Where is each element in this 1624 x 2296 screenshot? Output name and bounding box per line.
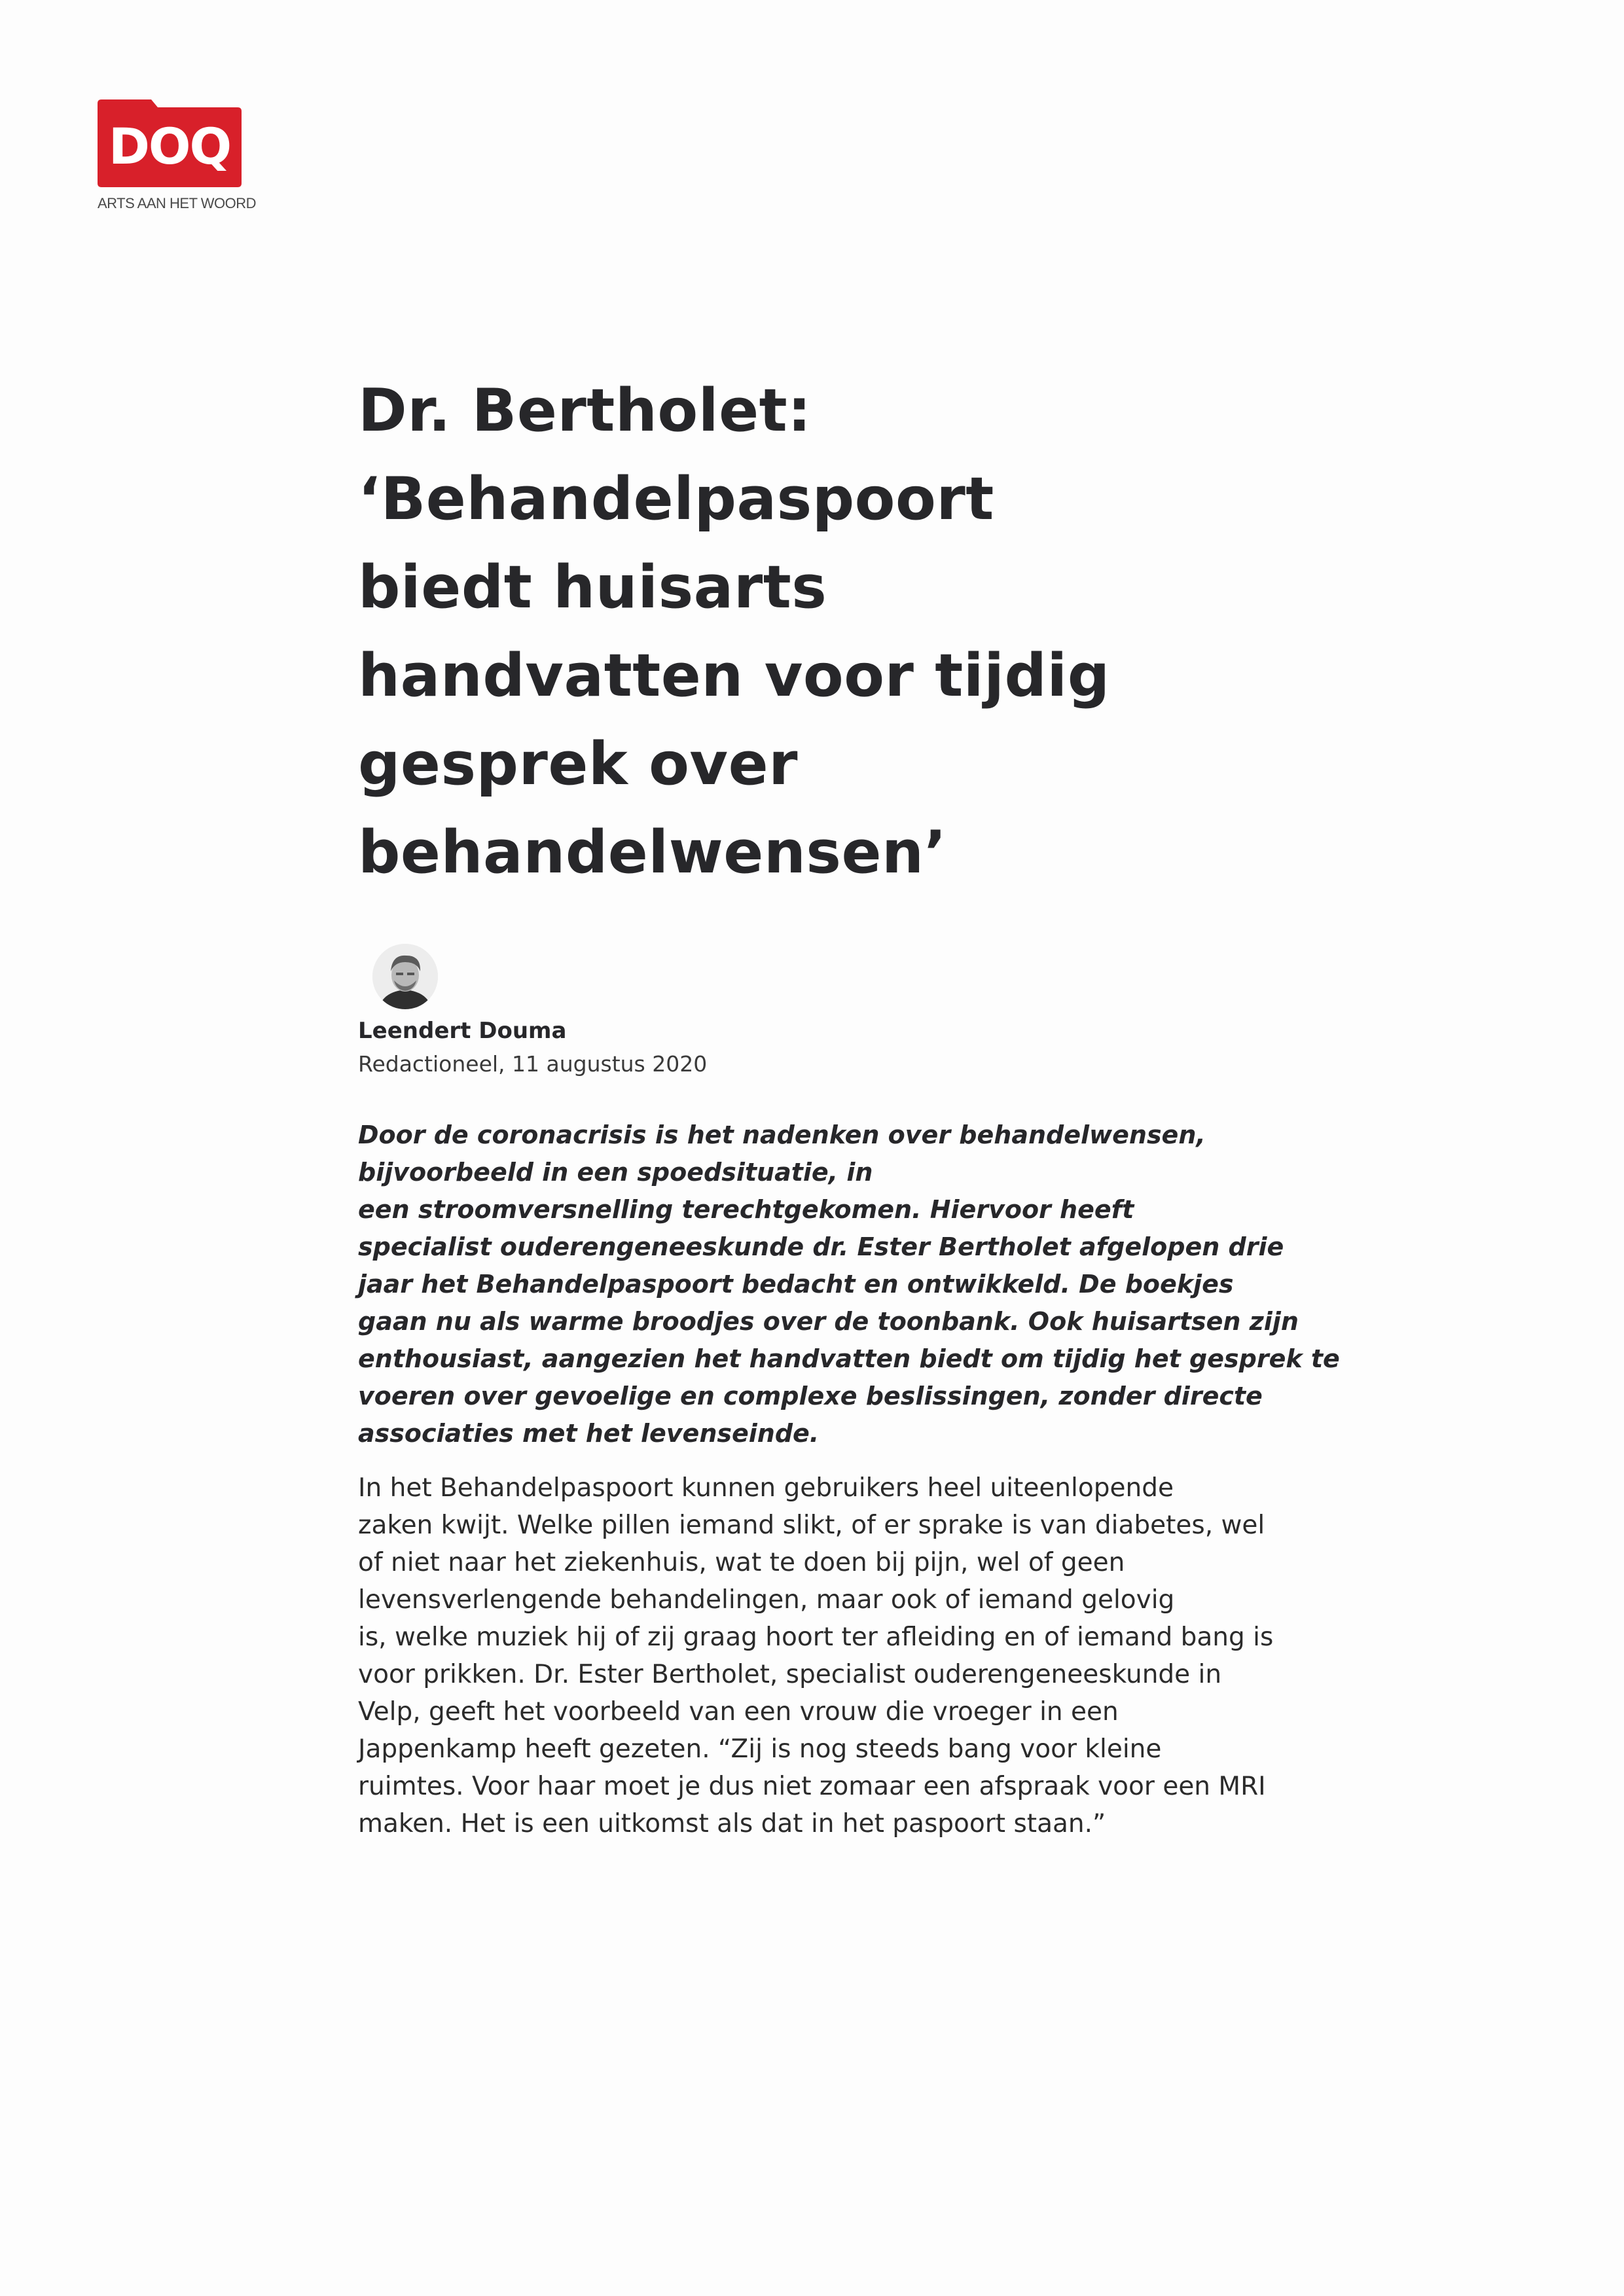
body-line: maken. Het is een uitkomst als dat in het paspoort staan.” xyxy=(358,1809,1106,1839)
body-line: Jappenkamp heeft gezeten. “Zij is nog steeds bang voor kleine xyxy=(358,1734,1162,1764)
body-line: In het Behandelpaspoort kunnen gebruikers heel uiteenlopende xyxy=(358,1473,1174,1503)
lead-line: voeren over gevoelige en complexe beslissingen, zonder directe xyxy=(358,1382,1263,1410)
body-line: ruimtes. Voor haar moet je dus niet zomaar een afspraak voor een MRI xyxy=(358,1772,1266,1801)
body-line: zaken kwijt. Welke pillen iemand slikt, of er sprake is van diabetes, wel xyxy=(358,1511,1265,1540)
doq-logo[interactable] xyxy=(98,99,257,212)
author-avatar xyxy=(372,944,438,1009)
author-block xyxy=(358,944,1274,1081)
article-title: Dr. Bertholet: ‘Behandelpaspoort biedt huisarts handvatten voor tijdig gesprek over behandelwensen’ xyxy=(358,376,1110,887)
person-photo-icon xyxy=(372,944,438,1009)
article-body xyxy=(358,1469,1274,1842)
body-line: is, welke muziek hij of zij graag hoort ter afleiding en of iemand bang is xyxy=(358,1623,1274,1652)
body-line: levensverlengende behandelingen, maar ook of iemand gelovig xyxy=(358,1585,1175,1615)
logo-wordmark: DOQ xyxy=(108,117,231,175)
lead-line: Door de coronacrisis is het nadenken over behandelwensen, xyxy=(358,1121,1206,1149)
lead-line: een stroomversnelling terechtgekomen. Hiervoor heeft xyxy=(358,1195,1134,1224)
lead-line: specialist ouderengeneeskunde dr. Ester Bertholet afgelopen drie xyxy=(358,1232,1284,1261)
lead-line: jaar het Behandelpaspoort bedacht en ontwikkeld. De boekjes xyxy=(358,1270,1234,1299)
author-name[interactable]: Leendert Douma xyxy=(358,1018,567,1044)
lead-line: associaties met het levenseinde. xyxy=(358,1419,820,1448)
body-line: voor prikken. Dr. Ester Bertholet, specialist ouderengeneeskunde in xyxy=(358,1660,1222,1689)
logo-tagline: ARTS AAN HET WOORD xyxy=(98,195,257,211)
lead-line: bijvoorbeeld in een spoedsituatie, in xyxy=(358,1158,873,1187)
lead-line: gaan nu als warme broodjes over de toonbank. Ook huisartsen zijn xyxy=(358,1307,1299,1336)
lead-line: enthousiast, aangezien het handvatten biedt om tijdig het gesprek te xyxy=(358,1344,1340,1373)
body-line: Velp, geeft het voorbeeld van een vrouw die vroeger in een xyxy=(358,1697,1119,1727)
article-lead xyxy=(358,1117,1340,1452)
article-byline: Redactioneel, 11 augustus 2020 xyxy=(358,1051,708,1077)
logo-badge xyxy=(98,99,242,187)
body-line: of niet naar het ziekenhuis, wat te doen bij pijn, wel of geen xyxy=(358,1548,1125,1577)
article xyxy=(358,367,1340,1842)
